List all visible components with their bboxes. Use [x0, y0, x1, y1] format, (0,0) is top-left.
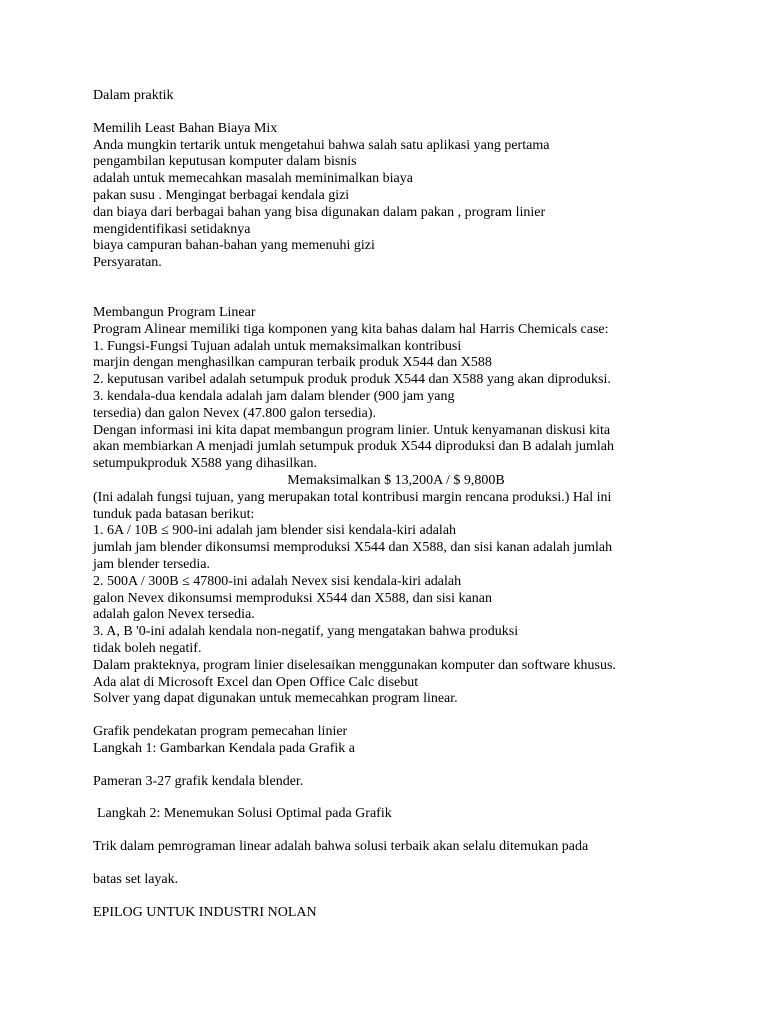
paragraph-line: 1. Fungsi-Fungsi Tujuan adalah untuk memaksimalkan kontribusi [93, 338, 462, 354]
paragraph-line: jam blender tersedia. [93, 556, 211, 572]
section-title-grafik: Grafik pendekatan program pemecahan linier [93, 724, 348, 740]
paragraph-line: (Ini adalah fungsi tujuan, yang merupakan total kontribusi margin rencana produksi.) Hal ini [93, 489, 612, 505]
paragraph-line: mengidentifikasi setidaknya [93, 221, 251, 237]
paragraph-line: dan biaya dari berbagai bahan yang bisa digunakan dalam pakan , program linier [93, 204, 546, 220]
paragraph-line: batas set layak. [93, 872, 179, 888]
paragraph-line: biaya campuran bahan-bahan yang memenuhi gizi [93, 238, 375, 254]
epilog-heading: EPILOG UNTUK INDUSTRI NOLAN [93, 904, 317, 920]
paragraph-line: Persyaratan. [93, 255, 162, 271]
paragraph-line: galon Nevex dikonsumsi memproduksi X544 dan X588, dan sisi kanan [93, 590, 492, 606]
paragraph-line: jumlah jam blender dikonsumsi memproduksi X544 dan X588, dan sisi kanan adalah jumlah [93, 540, 613, 556]
section-title-least-bahan: Memilih Least Bahan Biaya Mix [93, 120, 278, 136]
paragraph-line: Anda mungkin tertarik untuk mengetahui bahwa salah satu aplikasi yang pertama [93, 137, 550, 153]
exhibit-caption: Pameran 3-27 grafik kendala blender. [93, 773, 304, 789]
step-1-heading: Langkah 1: Gambarkan Kendala pada Grafik a [93, 740, 355, 756]
paragraph-line: Ada alat di Microsoft Excel dan Open Office Calc disebut [93, 674, 419, 690]
paragraph-line: adalah galon Nevex tersedia. [93, 607, 255, 623]
paragraph-line: Trik dalam pemrograman linear adalah bahwa solusi terbaik akan selalu ditemukan pada [93, 839, 589, 855]
constraint-line: 2. 500A / 300B ≤ 47800-ini adalah Nevex sisi kendala-kiri adalah [93, 573, 462, 589]
paragraph-line: tunduk pada batasan berikut: [93, 506, 255, 522]
paragraph-line: tersedia) dan galon Nevex (47.800 galon tersedia). [93, 405, 377, 421]
paragraph-line: Program Alinear memiliki tiga komponen yang kita bahas dalam hal Harris Chemicals case: [93, 321, 609, 337]
constraint-line: 3. A, B '0-ini adalah kendala non-negatif, yang mengatakan bahwa produksi [93, 624, 519, 640]
section-title-program-linear: Membangun Program Linear [93, 304, 256, 320]
heading-dalam-praktik: Dalam praktik [93, 88, 174, 103]
paragraph-line: Dalam prakteknya, program linier diselesaikan menggunakan komputer dan software khusus. [93, 657, 616, 673]
paragraph-line: Solver yang dapat digunakan untuk memecahkan program linear. [93, 691, 458, 707]
step-2-heading: Langkah 2: Menemukan Solusi Optimal pada Grafik [97, 806, 392, 822]
document-page [93, 88, 683, 922]
paragraph-line: setumpukproduk X588 yang dihasilkan. [93, 456, 317, 472]
paragraph-line: tidak boleh negatif. [93, 640, 202, 656]
paragraph-line: marjin dengan menghasilkan campuran terbaik produk X544 dan X588 [93, 355, 492, 371]
paragraph-line: pakan susu . Mengingat berbagai kendala gizi [93, 187, 350, 203]
paragraph-line: pengambilan keputusan komputer dalam bisnis [93, 154, 357, 170]
objective-function: Memaksimalkan $ 13,200A / $ 9,800B [287, 472, 505, 488]
paragraph-line: akan membiarkan A menjadi jumlah setumpuk produk X544 diproduksi dan B adalah jumlah [93, 439, 615, 455]
paragraph-line: adalah untuk memecahkan masalah meminimalkan biaya [93, 171, 413, 187]
paragraph-line: 3. kendala-dua kendala adalah jam dalam blender (900 jam yang [93, 388, 455, 404]
paragraph-line: Dengan informasi ini kita dapat membangun program linier. Untuk kenyamanan diskusi kita [93, 422, 611, 438]
constraint-line: 1. 6A / 10B ≤ 900-ini adalah jam blender sisi kendala-kiri adalah [93, 523, 457, 539]
paragraph-line: 2. keputusan varibel adalah setumpuk produk produk X544 dan X588 yang akan diproduksi. [93, 372, 611, 388]
